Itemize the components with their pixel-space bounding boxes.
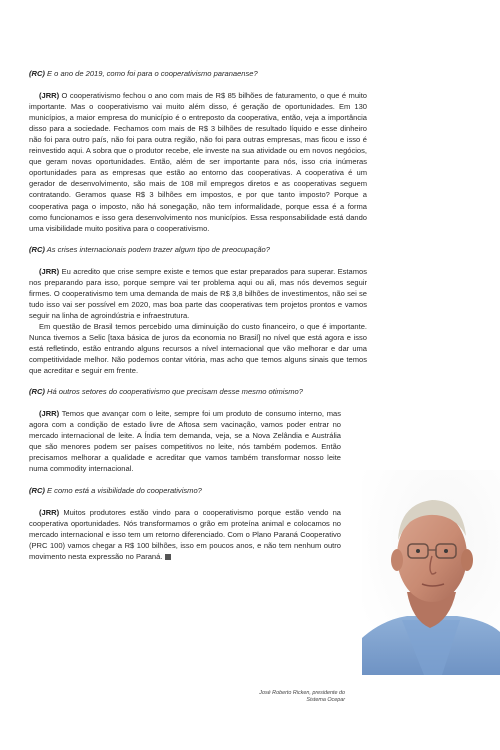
answer-tag: (JRR): [39, 266, 60, 276]
question-1: [29, 68, 367, 79]
answer-1: [29, 90, 367, 234]
question-2: [29, 244, 367, 255]
question-text: As crises internacionais podem trazer algum tipo de preocupação?: [46, 244, 270, 254]
portrait-photo: [362, 470, 500, 675]
answer-tag: (JRR): [39, 507, 60, 517]
photo-caption: [195, 690, 345, 704]
question-4: [29, 485, 367, 496]
question-tag: (RC): [29, 387, 45, 397]
question-tag: (RC): [29, 69, 45, 78]
caption-line: José Roberto Ricken, presidente do: [259, 690, 345, 696]
answer-paragraph: [29, 266, 367, 321]
answer-text: Em questão de Brasil temos percebido uma diminuição do custo financeiro, o que é importante. Nunca tivemos a Selic [taxa básica de juros da economia no Brasil] no nível que está agora e isso está refletindo, estão entrando alguns recursos a nível internacional que vão melhorar e dar uma competitividade melhor. Não podemos contar vitória, mas acho que temos alguns sinais que temos que acreditar e seguir em frente.: [29, 321, 367, 376]
question-text: E o ano de 2019, como foi para o cooperativismo paranaense?: [47, 69, 258, 78]
question-text: Há outros setores do cooperativismo que precisam desse mesmo otimismo?: [47, 387, 303, 397]
answer-paragraph: [29, 321, 367, 376]
question-tag: (RC): [29, 485, 45, 495]
answer-paragraph: [29, 507, 341, 562]
end-square-icon: [165, 554, 171, 560]
answer-tag: (JRR): [39, 91, 60, 101]
answer-text: Eu acredito que crise sempre existe e temos que estar preparados para superar. Estamos nos preparando para isso, porque sempre vai ter problema aqui ou ali, mas nós devemos seguir firmes. O cooperativismo tem uma demanda de mais de R$ 3,8 bilhões de investimentos, não sei se tudo isso vai ser possível em 2020, mas boa parte das cooperativas tem projetos prontos e vamos seguir na linha de agroindústria e infraestrutura.: [29, 266, 367, 320]
answer-text: Muitos produtores estão vindo para o cooperativismo porque estão vendo na cooperativa oportunidades. Nós transformamos o grão em proteína animal e colocamos no mercado internacional e isso tem um retorno diferenciado. Com o Plano Paraná Cooperativo (PRC 100) vamos chegar a R$ 100 bilhões, isso em poucos anos, e não tem nenhum outro movimento nesta expressão no Paraná.: [29, 507, 341, 561]
answer-text: O cooperativismo fechou o ano com mais de R$ 85 bilhões de faturamento, o que é muito importante. Mas o cooperativismo vai muito além disso, é geração de oportunidades. Em 130 municípios, a maior empresa do município é o entreposto da cooperativa, então, veja a importância disso para a sociedade. Fechamos com mais de R$ 3 bilhões de resultado líquido e esse dinheiro não foi para outro país, não foi para outra região, não foi para outras empresas, mas ficou e isso é reinvestido aqui. A sobra que o produtor recebe, ele investe na sua atividade ou em novos negócios, que geram novas oportunidades. Então, além de ser importante para nós, isso cria inúmeras oportunidades para as empresas que estão ao entorno das cooperativas. A cooperativa é um gerador de desenvolvimento, são mais de 108 mil empregos diretos e as cooperativas seguem contratando. Geramos quase R$ 3 bilhões em impostos, e por que tanto imposto? Porque a cooperativa paga o imposto, não há sonegação, não tem informalidade, porque essa é a forma como funcionamos e isso gera desenvolvimento nos municípios. Essa responsabilidade está dando uma visibilidade muito positiva para o cooperativismo.: [29, 91, 367, 233]
answer-tag: (JRR): [39, 409, 60, 419]
question-tag: (RC): [29, 244, 45, 254]
answer-paragraph: [29, 90, 367, 234]
interview-body: [29, 68, 367, 572]
caption-line: Sistema Ocepar: [306, 697, 345, 703]
answer-2: [29, 266, 367, 376]
question-3: [29, 386, 367, 397]
answer-4: [29, 507, 367, 562]
answer-paragraph: [29, 408, 341, 474]
answer-3: [29, 408, 367, 474]
answer-text: Temos que avançar com o leite, sempre foi um produto de consumo interno, mas agora com a condição de estado livre de Aftosa sem vacinação, vamos poder entrar no mercado internacional de leite. A Índia tem demanda, veja, se a Nova Zelândia e Austrália que são menores podem ser países competitivos no leite, nós também podemos. Então precisamos melhorar a qualidade e acreditar que vamos também transformar nosso leite numa commodity internacional.: [29, 409, 342, 474]
question-text: E como está a visibilidade do cooperativismo?: [47, 485, 202, 495]
